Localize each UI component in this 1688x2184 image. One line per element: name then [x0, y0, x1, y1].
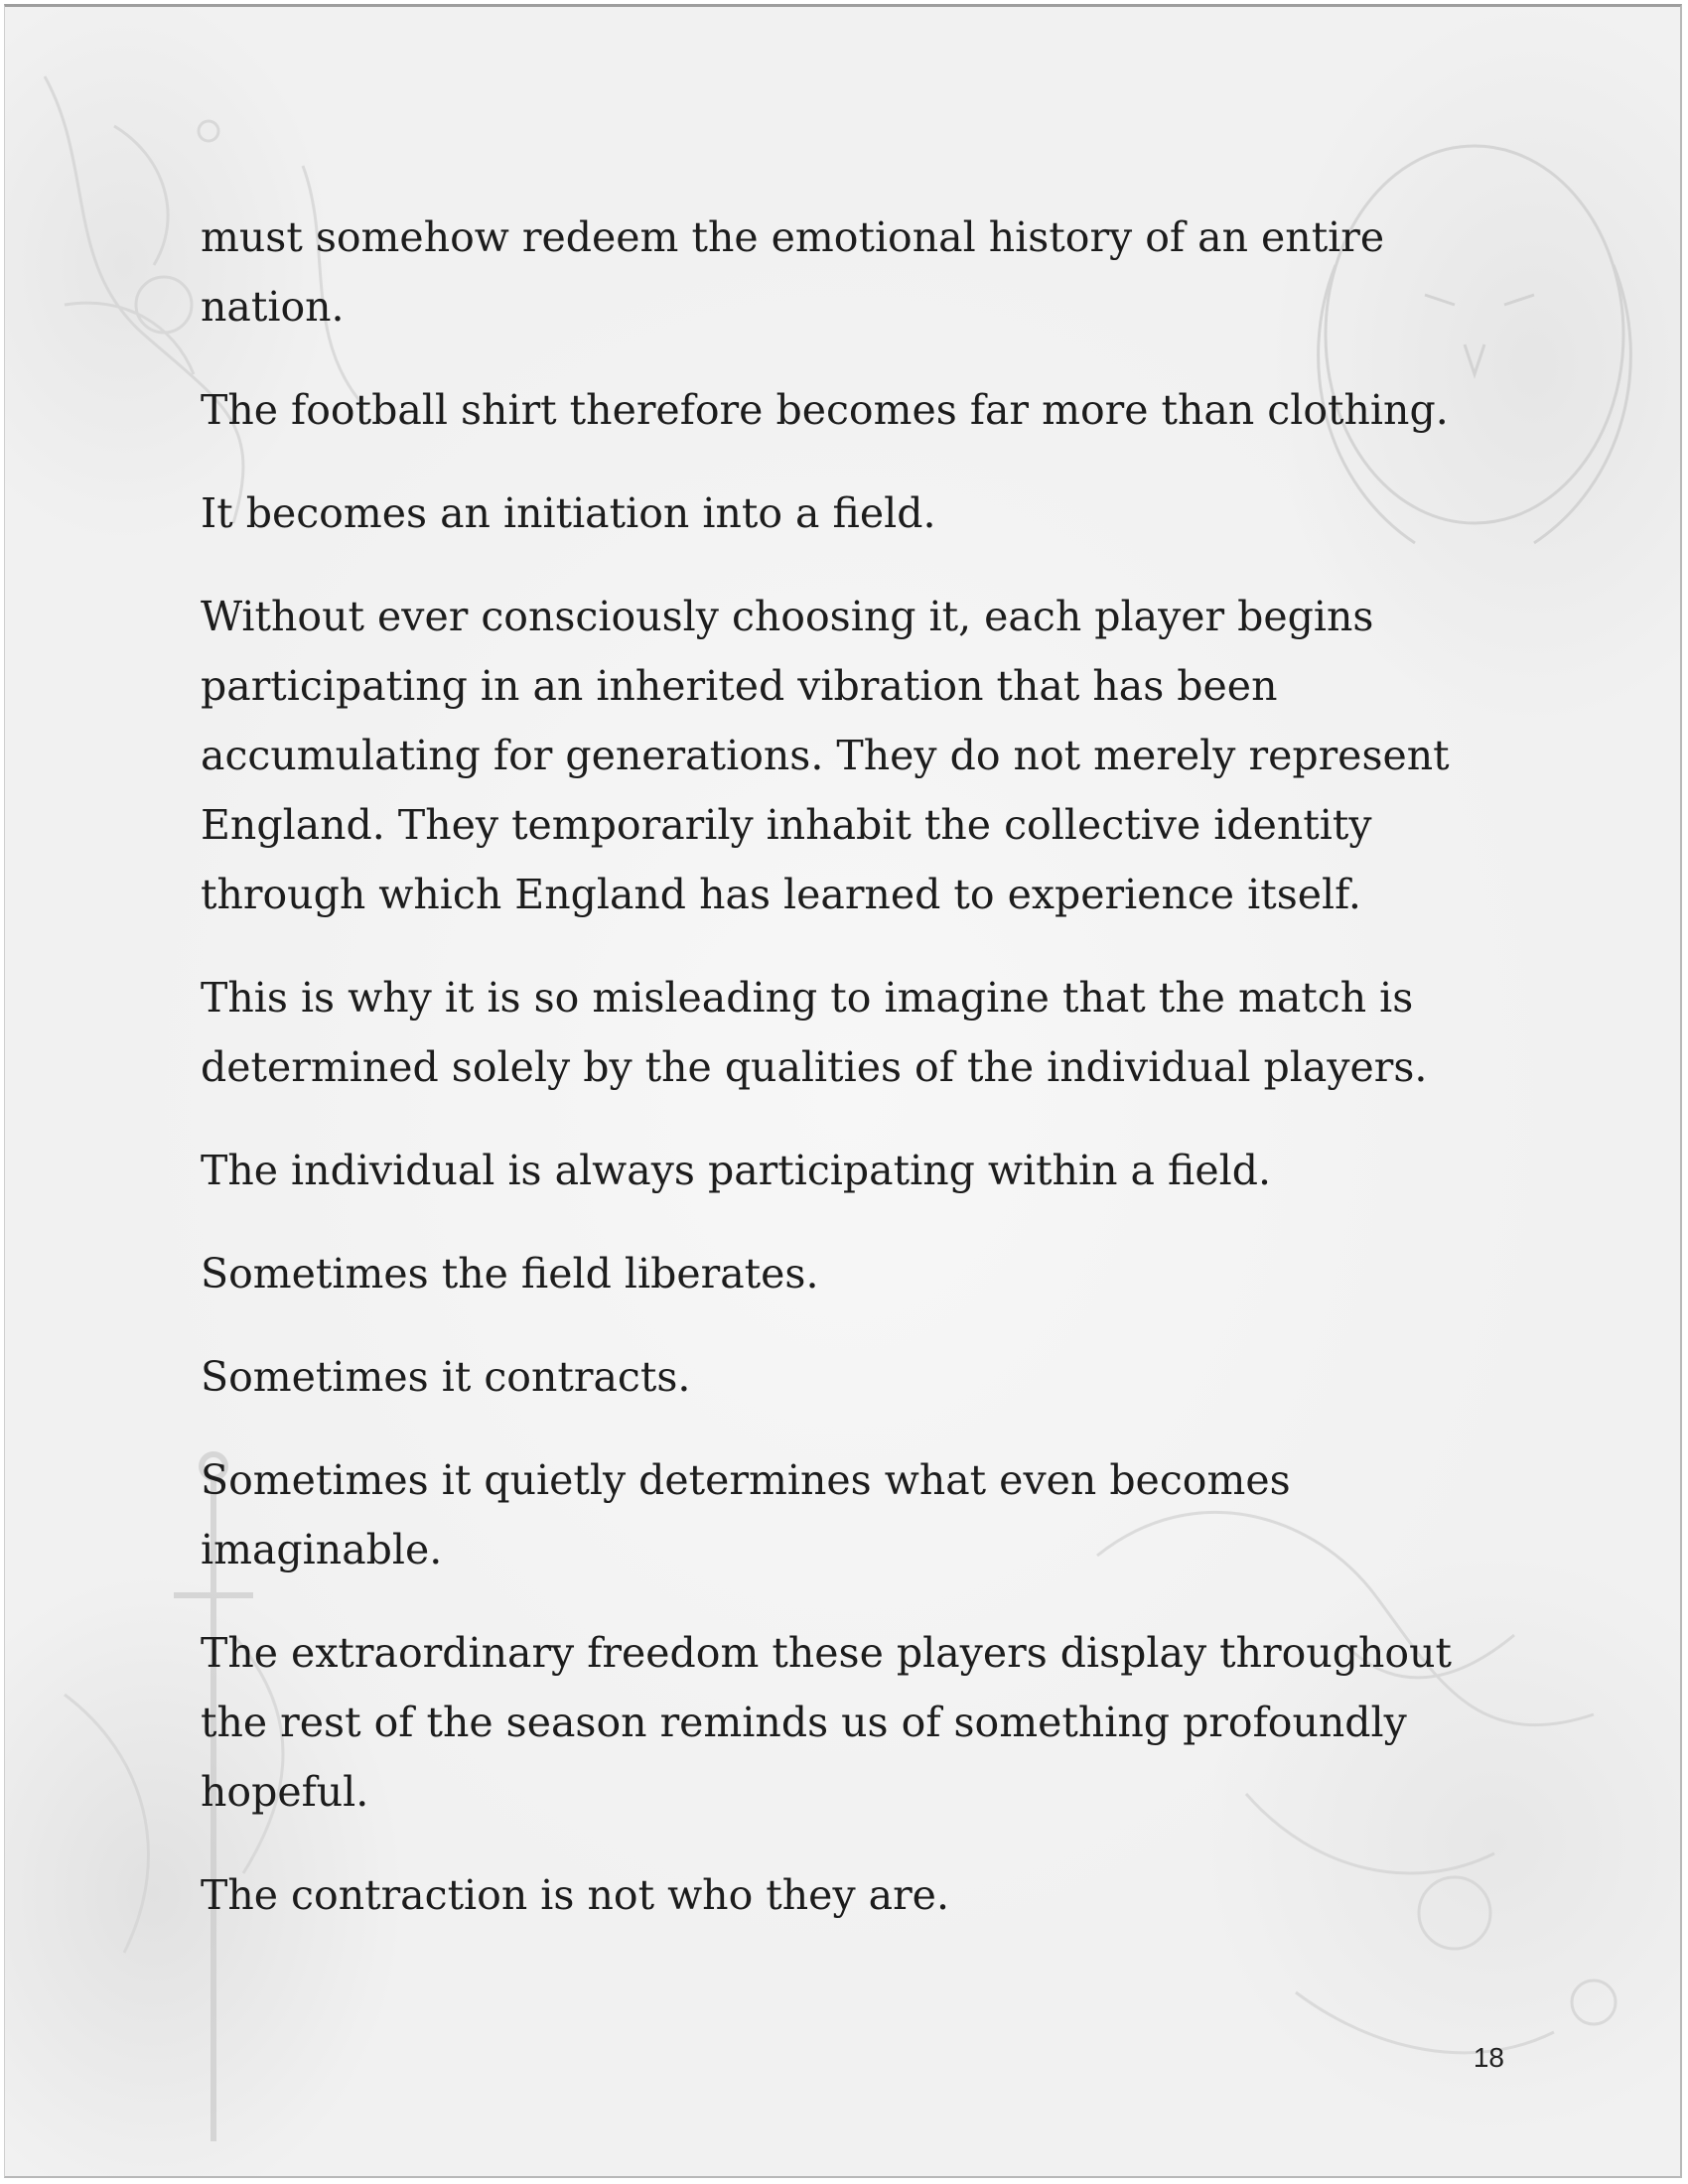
paragraph-8: Sometimes it contracts. [201, 1353, 691, 1401]
paragraph-1: must somehow redeem the emotional history of an entire nation. [201, 213, 1385, 331]
body-text [201, 203, 1501, 1964]
document-page [4, 4, 1682, 2178]
paragraph-5: This is why it is so misleading to imagine that the match is determined solely by the qualities of the individual players. [201, 974, 1428, 1091]
paragraph-4: Without ever consciously choosing it, each player begins participating in an inherited vibration that has been accumulating for generations. They do not merely represent England. They temporarily inhabit the collective identity through which England has learned to experience itself. [201, 593, 1450, 918]
paragraph-7: Sometimes the field liberates. [201, 1250, 819, 1297]
paragraph-9: Sometimes it quietly determines what even becomes imaginable. [201, 1456, 1291, 1573]
paragraph-3: It becomes an initiation into a field. [201, 489, 936, 537]
paragraph-10: The extraordinary freedom these players display throughout the rest of the season reminds us of something profoundly hopeful. [201, 1629, 1452, 1816]
paragraph-2: The football shirt therefore becomes far more than clothing. [201, 386, 1449, 434]
paragraph-11: The contraction is not who they are. [201, 1871, 949, 1919]
page-number: 18 [1473, 2042, 1504, 2073]
paragraph-6: The individual is always participating within a field. [201, 1147, 1271, 1194]
